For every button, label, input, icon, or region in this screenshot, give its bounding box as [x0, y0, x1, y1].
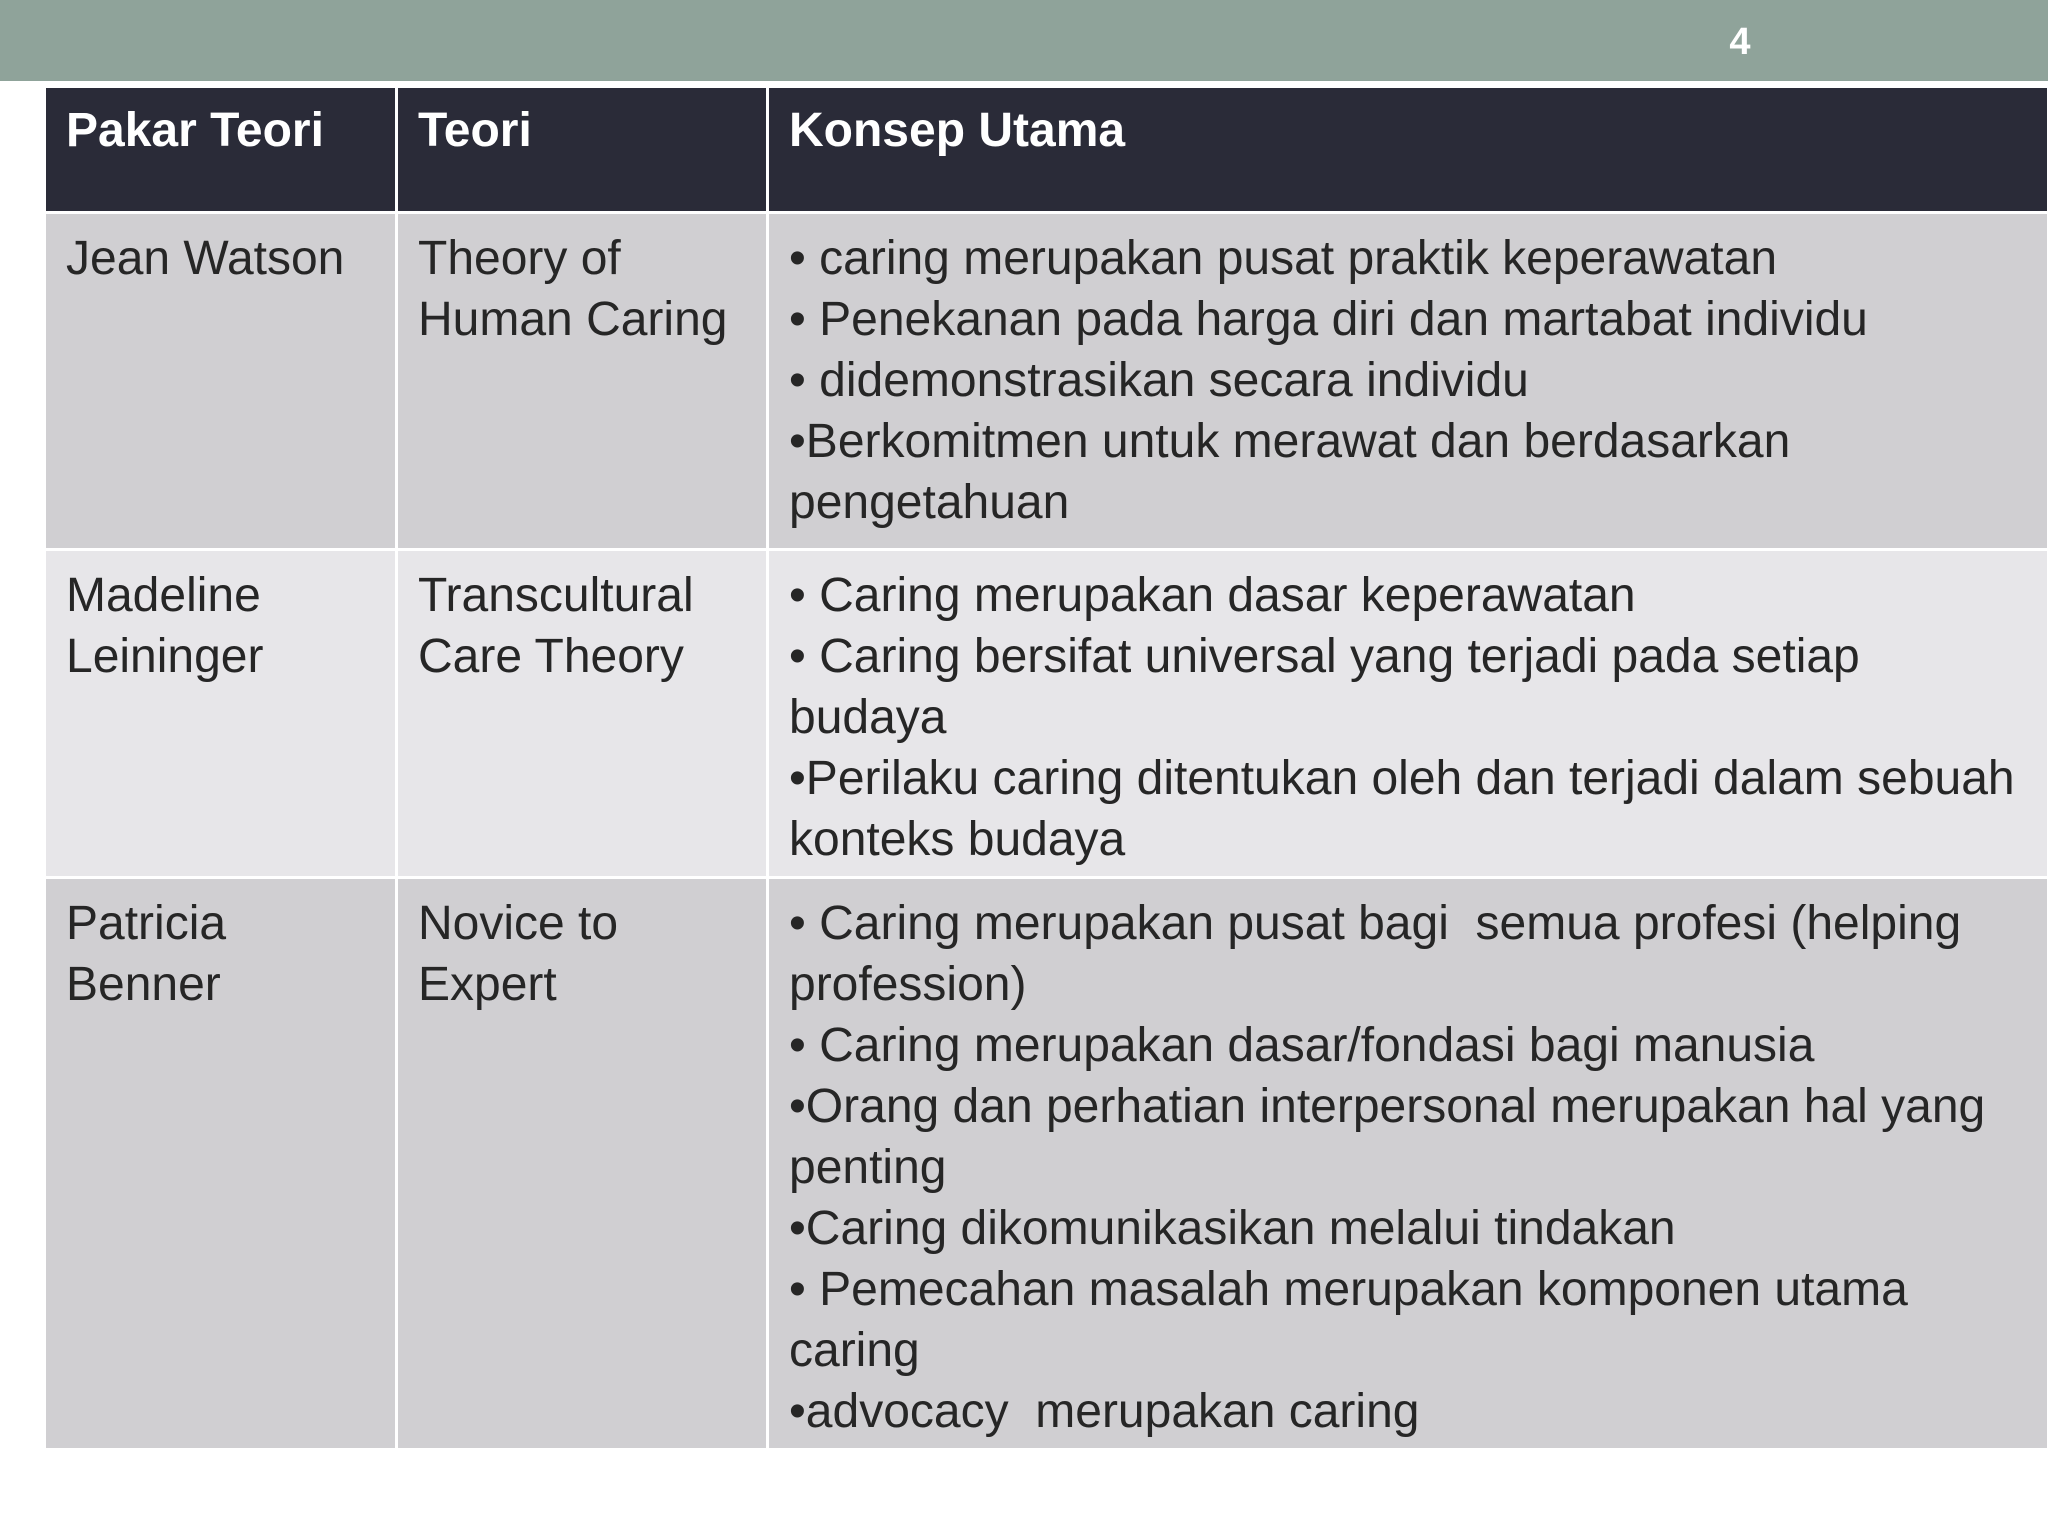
- concept-item: • Caring bersifat universal yang terjadi pada setiap budaya: [789, 630, 1874, 744]
- concept-item: •advocacy merupakan caring: [789, 1385, 1420, 1438]
- concepts-cell: [768, 550, 2048, 878]
- header-expert: Pakar Teori: [45, 87, 397, 213]
- theory-cell: Transcultural Care Theory: [397, 550, 768, 878]
- concept-item: •Orang dan perhatian interpersonal merupakan hal yang penting: [789, 1080, 1999, 1194]
- table-row: [45, 550, 2048, 878]
- concept-item: •Perilaku caring ditentukan oleh dan terjadi dalam sebuah konteks budaya: [789, 752, 2028, 866]
- concept-item: • Pemecahan masalah merupakan komponen utama caring: [789, 1263, 1922, 1377]
- concept-item: • Caring merupakan dasar keperawatan: [789, 569, 1636, 622]
- theory-cell: Novice to Expert: [397, 878, 768, 1450]
- expert-cell: Madeline Leininger: [45, 550, 397, 878]
- header-band: [0, 0, 2048, 81]
- theory-table: [43, 85, 2048, 1451]
- concept-item: • caring merupakan pusat praktik keperawatan: [789, 232, 1778, 285]
- expert-cell: Patricia Benner: [45, 878, 397, 1450]
- concept-item: • Caring merupakan dasar/fondasi bagi manusia: [789, 1019, 1815, 1072]
- concept-item: •Caring dikomunikasikan melalui tindakan: [789, 1202, 1676, 1255]
- table-row: [45, 878, 2048, 1450]
- header-concepts: Konsep Utama: [768, 87, 2048, 213]
- header-theory: Teori: [397, 87, 768, 213]
- concept-item: • didemonstrasikan secara individu: [789, 354, 1529, 407]
- theory-cell: Theory of Human Caring: [397, 213, 768, 550]
- concept-item: • Caring merupakan pusat bagi semua profesi (helping profession): [789, 897, 1975, 1011]
- table-header-row: [45, 87, 2048, 213]
- table-row: [45, 213, 2048, 550]
- concepts-cell: [768, 213, 2048, 550]
- concepts-cell: [768, 878, 2048, 1450]
- concept-item: •Berkomitmen untuk merawat dan berdasarkan pengetahuan: [789, 415, 1804, 529]
- slide-number: 4: [1729, 21, 1751, 63]
- concept-item: • Penekanan pada harga diri dan martabat individu: [789, 293, 1868, 346]
- expert-cell: Jean Watson: [45, 213, 397, 550]
